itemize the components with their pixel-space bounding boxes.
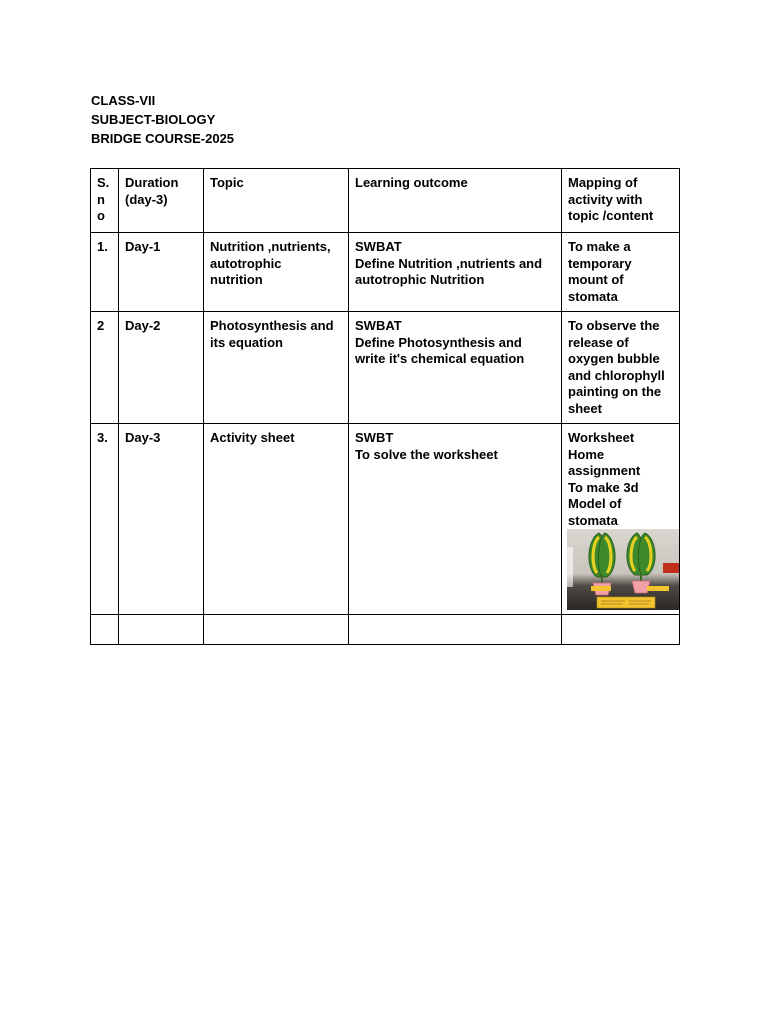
- cell-sno: 1.: [91, 233, 119, 312]
- table-header-row: [91, 169, 680, 233]
- cell-empty: [349, 615, 562, 645]
- lesson-plan-table: [90, 168, 680, 645]
- cell-duration: Day-3: [119, 424, 204, 615]
- cell-mapping: To make a temporary mount of stomata: [562, 233, 680, 312]
- stomata-model-illustration: [567, 529, 679, 610]
- cell-outcome: SWBAT Define Photosynthesis and write it's chemical equation: [349, 312, 562, 424]
- cell-mapping: To observe the release of oxygen bubble and chlorophyll painting on the sheet: [562, 312, 680, 424]
- table-row: [91, 233, 680, 312]
- cell-duration: Day-2: [119, 312, 204, 424]
- table-row: [91, 312, 680, 424]
- cell-outcome: SWBT To solve the worksheet: [349, 424, 562, 615]
- cell-empty: [91, 615, 119, 645]
- cell-empty: [119, 615, 204, 645]
- table-row-empty: [91, 615, 680, 645]
- header-outcome: Learning outcome: [349, 169, 562, 233]
- cell-empty: [562, 615, 680, 645]
- stomata-3d-model-photo: [567, 529, 679, 610]
- header-duration: Duration (day-3): [119, 169, 204, 233]
- cell-topic: Nutrition ,nutrients, autotrophic nutrition: [204, 233, 349, 312]
- cell-outcome: SWBAT Define Nutrition ,nutrients and autotrophic Nutrition: [349, 233, 562, 312]
- cell-topic: Photosynthesis and its equation: [204, 312, 349, 424]
- header-topic: Topic: [204, 169, 349, 233]
- cell-sno: 2: [91, 312, 119, 424]
- header-mapping: Mapping of activity with topic /content: [562, 169, 680, 233]
- document-header: [91, 91, 234, 148]
- class-line: CLASS-VII: [91, 93, 156, 108]
- cell-sno: 3.: [91, 424, 119, 615]
- cell-duration: Day-1: [119, 233, 204, 312]
- cell-mapping: Worksheet Home assignment To make 3d Model of stomata: [562, 424, 680, 615]
- cell-topic: Activity sheet: [204, 424, 349, 615]
- subject-line: SUBJECT-BIOLOGY: [91, 112, 216, 127]
- cell-empty: [204, 615, 349, 645]
- course-line: BRIDGE COURSE-2025: [91, 131, 235, 146]
- header-sno: S. n o: [91, 169, 119, 233]
- table-row: [91, 424, 680, 615]
